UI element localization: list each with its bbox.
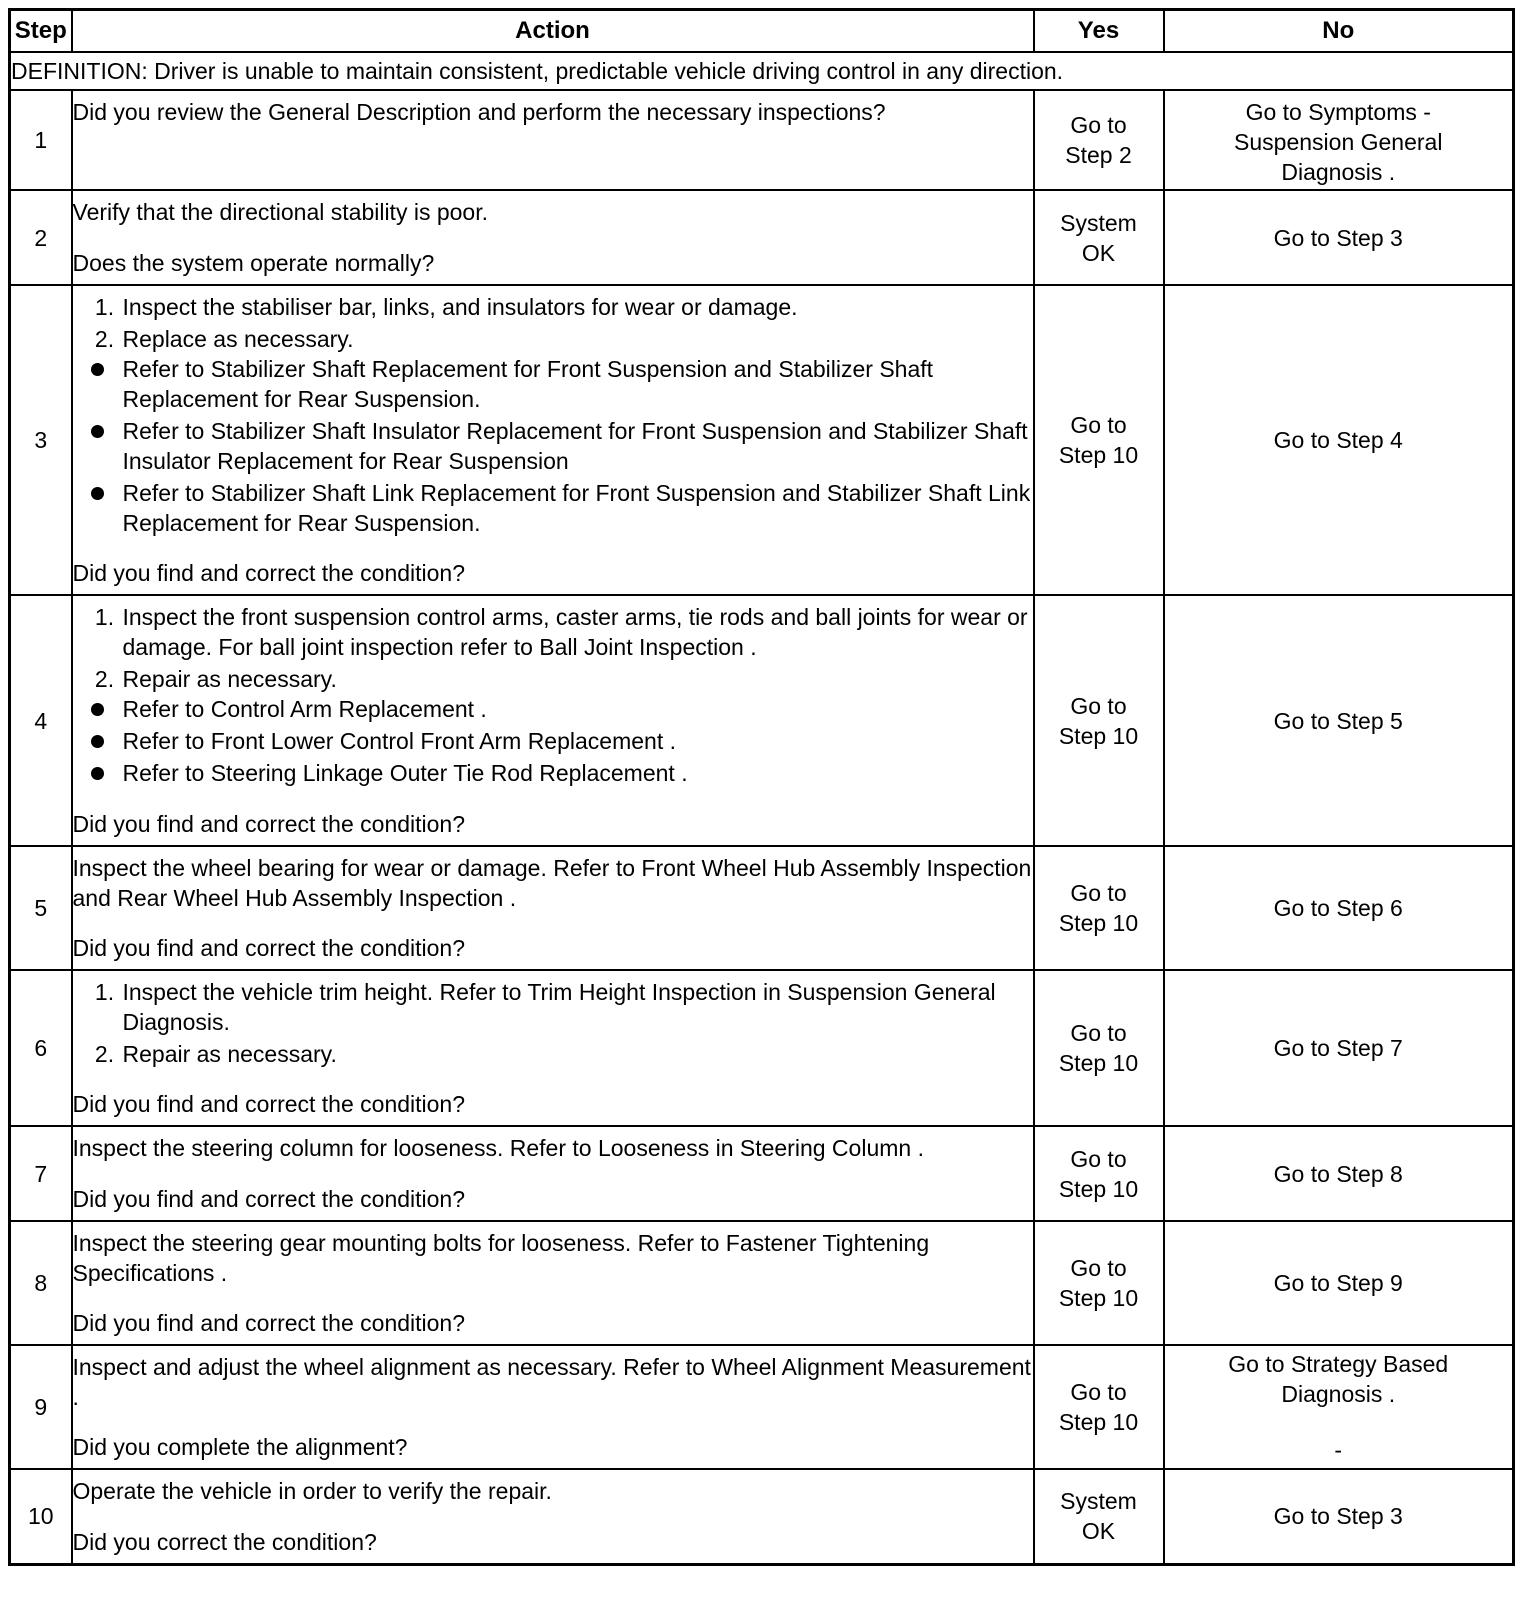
yes-cell bbox=[1034, 1469, 1164, 1564]
action-cell bbox=[72, 970, 1034, 1126]
numbered-step-text: Replace as necessary. bbox=[122, 326, 354, 352]
diagnostic-table bbox=[8, 8, 1515, 1566]
step-row bbox=[10, 846, 1514, 970]
bullet-list bbox=[73, 694, 1033, 788]
step-row bbox=[10, 285, 1514, 595]
header-action: Action bbox=[72, 10, 1034, 53]
action-text: Verify that the directional stability is poor. bbox=[72, 199, 488, 225]
no-cell bbox=[1164, 90, 1514, 190]
bullet-item: Refer to Stabilizer Shaft Link Replacement for Front Suspension and Stabilizer Shaft Link Replacement for Rear Suspension. bbox=[73, 478, 1033, 538]
bullet-item: Refer to Stabilizer Shaft Insulator Replacement for Front Suspension and Stabilizer Shaft Insulator Replacement for Rear Suspension bbox=[73, 416, 1033, 476]
no-cell bbox=[1164, 595, 1514, 846]
step-row bbox=[10, 1221, 1514, 1345]
yes-result: Go to Step 10 bbox=[1058, 880, 1139, 936]
yes-cell bbox=[1034, 1126, 1164, 1221]
action-question: Did you find and correct the condition? bbox=[72, 560, 466, 586]
step-row bbox=[10, 190, 1514, 285]
no-cell bbox=[1164, 1126, 1514, 1221]
step-number: 2 bbox=[10, 190, 72, 285]
numbered-step bbox=[121, 664, 1033, 788]
numbered-step-text: Inspect the front suspension control arms, caster arms, tie rods and ball joints for wear or damage. For ball joint inspection refer to Ball Joint Inspection . bbox=[122, 604, 1028, 660]
yes-cell bbox=[1034, 1221, 1164, 1345]
numbered-steps bbox=[73, 977, 1033, 1071]
action-cell bbox=[72, 595, 1034, 846]
spacer bbox=[73, 1412, 1033, 1432]
step-number: 3 bbox=[10, 285, 72, 595]
no-result-secondary: Go to Strategy Based Diagnosis . bbox=[1228, 1351, 1449, 1407]
no-cell bbox=[1164, 846, 1514, 970]
yes-result: Go to Step 10 bbox=[1058, 1255, 1139, 1311]
bullet-item: Refer to Front Lower Control Front Arm Replacement . bbox=[73, 726, 1033, 756]
no-result: Go to Step 8 bbox=[1273, 1160, 1403, 1187]
step-row bbox=[10, 1126, 1514, 1221]
numbered-step-text: Repair as necessary. bbox=[122, 1041, 337, 1067]
yes-cell bbox=[1034, 1345, 1164, 1469]
step-number: 7 bbox=[10, 1126, 72, 1221]
no-cell bbox=[1164, 1221, 1514, 1345]
no-cell bbox=[1164, 1469, 1514, 1564]
yes-result: Go to Step 10 bbox=[1058, 1020, 1139, 1076]
yes-result: Go to Step 10 bbox=[1058, 1379, 1139, 1435]
numbered-step-text: Repair as necessary. bbox=[122, 666, 337, 692]
no-result: Go to Step 3 bbox=[1273, 224, 1403, 251]
action-question: Did you find and correct the condition? bbox=[72, 935, 466, 961]
numbered-step bbox=[121, 292, 1033, 322]
spacer bbox=[73, 913, 1033, 933]
yes-cell bbox=[1034, 595, 1164, 846]
action-text: Did you review the General Description and perform the necessary inspections? bbox=[72, 99, 886, 125]
action-cell bbox=[72, 190, 1034, 285]
yes-cell bbox=[1034, 90, 1164, 190]
action-text: Inspect and adjust the wheel alignment as necessary. Refer to Wheel Alignment Measurement . bbox=[72, 1354, 1031, 1410]
spacer bbox=[73, 1288, 1033, 1308]
no-result: Go to Step 6 bbox=[1273, 895, 1403, 921]
no-result: Go to Step 9 bbox=[1273, 1270, 1403, 1296]
no-result: Go to Step 5 bbox=[1273, 707, 1403, 734]
step-number: 4 bbox=[10, 595, 72, 846]
numbered-step bbox=[121, 1039, 1033, 1069]
step-number: 10 bbox=[10, 1469, 72, 1564]
spacer bbox=[73, 1163, 1033, 1184]
step-row bbox=[10, 970, 1514, 1126]
step-row bbox=[10, 90, 1514, 190]
numbered-steps bbox=[73, 602, 1033, 790]
yes-result: Go to Step 10 bbox=[1058, 692, 1139, 749]
no-result: Go to Step 7 bbox=[1273, 1035, 1403, 1061]
no-cell bbox=[1164, 1345, 1514, 1469]
yes-result: Go to Step 2 bbox=[1065, 112, 1132, 168]
action-cell bbox=[72, 1221, 1034, 1345]
header-no: No bbox=[1164, 10, 1514, 53]
action-cell bbox=[72, 1469, 1034, 1564]
no-result: Go to Symptoms - Suspension General Diagnosis . bbox=[1234, 99, 1443, 185]
yes-cell bbox=[1034, 846, 1164, 970]
spacer bbox=[73, 1506, 1033, 1527]
action-cell bbox=[72, 285, 1034, 595]
spacer bbox=[73, 540, 1033, 558]
no-result: Go to Step 3 bbox=[1273, 1503, 1403, 1530]
definition-text: DEFINITION: Driver is unable to maintain consistent, predictable vehicle driving control in any direction. bbox=[10, 52, 1514, 90]
action-question: Did you complete the alignment? bbox=[72, 1434, 408, 1460]
yes-cell bbox=[1034, 970, 1164, 1126]
spacer bbox=[73, 1071, 1033, 1089]
action-text: Inspect the steering column for looseness. Refer to Looseness in Steering Column . bbox=[72, 1135, 924, 1161]
action-text: Inspect the wheel bearing for wear or damage. Refer to Front Wheel Hub Assembly Inspection and Rear Wheel Hub Assembly Inspection . bbox=[72, 855, 1032, 911]
action-question: Did you correct the condition? bbox=[72, 1528, 377, 1555]
no-result: - bbox=[1334, 1437, 1343, 1463]
numbered-step-text: Inspect the vehicle trim height. Refer to Trim Height Inspection in Suspension General Diagnosis. bbox=[122, 979, 996, 1035]
bullet-item: Refer to Steering Linkage Outer Tie Rod Replacement . bbox=[73, 758, 1033, 788]
step-number: 5 bbox=[10, 846, 72, 970]
yes-result: System OK bbox=[1060, 209, 1137, 266]
bullet-list bbox=[73, 354, 1033, 538]
yes-result: System OK bbox=[1060, 1488, 1137, 1545]
step-number: 9 bbox=[10, 1345, 72, 1469]
yes-result: Go to Step 10 bbox=[1058, 1145, 1139, 1202]
header-row bbox=[10, 10, 1514, 53]
yes-cell bbox=[1034, 285, 1164, 595]
step-number: 8 bbox=[10, 1221, 72, 1345]
step-row bbox=[10, 595, 1514, 846]
action-cell bbox=[72, 1126, 1034, 1221]
action-question: Did you find and correct the condition? bbox=[72, 1310, 466, 1336]
action-question: Did you find and correct the condition? bbox=[72, 811, 466, 837]
definition-row bbox=[10, 52, 1514, 90]
no-cell bbox=[1164, 190, 1514, 285]
numbered-step bbox=[121, 324, 1033, 538]
numbered-step bbox=[121, 602, 1033, 662]
yes-result: Go to Step 10 bbox=[1058, 412, 1139, 468]
step-row bbox=[10, 1345, 1514, 1469]
step-number: 6 bbox=[10, 970, 72, 1126]
header-step: Step bbox=[10, 10, 72, 53]
no-result: Go to Step 4 bbox=[1273, 427, 1403, 453]
numbered-step-text: Inspect the stabiliser bar, links, and insulators for wear or damage. bbox=[122, 294, 798, 320]
action-cell bbox=[72, 1345, 1034, 1469]
header-yes: Yes bbox=[1034, 10, 1164, 53]
action-cell bbox=[72, 846, 1034, 970]
action-text: Operate the vehicle in order to verify the repair. bbox=[72, 1477, 552, 1504]
bullet-item: Refer to Stabilizer Shaft Replacement for Front Suspension and Stabilizer Shaft Replacement for Rear Suspension. bbox=[73, 354, 1033, 414]
action-question: Does the system operate normally? bbox=[72, 250, 435, 276]
action-question: Did you find and correct the condition? bbox=[72, 1186, 466, 1212]
no-cell bbox=[1164, 285, 1514, 595]
numbered-steps bbox=[73, 292, 1033, 540]
step-number: 1 bbox=[10, 90, 72, 190]
step-row bbox=[10, 1469, 1514, 1564]
yes-cell bbox=[1034, 190, 1164, 285]
action-text: Inspect the steering gear mounting bolts for looseness. Refer to Fastener Tightening Specifications . bbox=[72, 1230, 930, 1286]
spacer bbox=[73, 790, 1033, 809]
spacer bbox=[73, 227, 1033, 248]
bullet-item: Refer to Control Arm Replacement . bbox=[73, 694, 1033, 724]
numbered-step bbox=[121, 977, 1033, 1037]
no-cell bbox=[1164, 970, 1514, 1126]
action-cell bbox=[72, 90, 1034, 190]
action-question: Did you find and correct the condition? bbox=[72, 1091, 466, 1117]
